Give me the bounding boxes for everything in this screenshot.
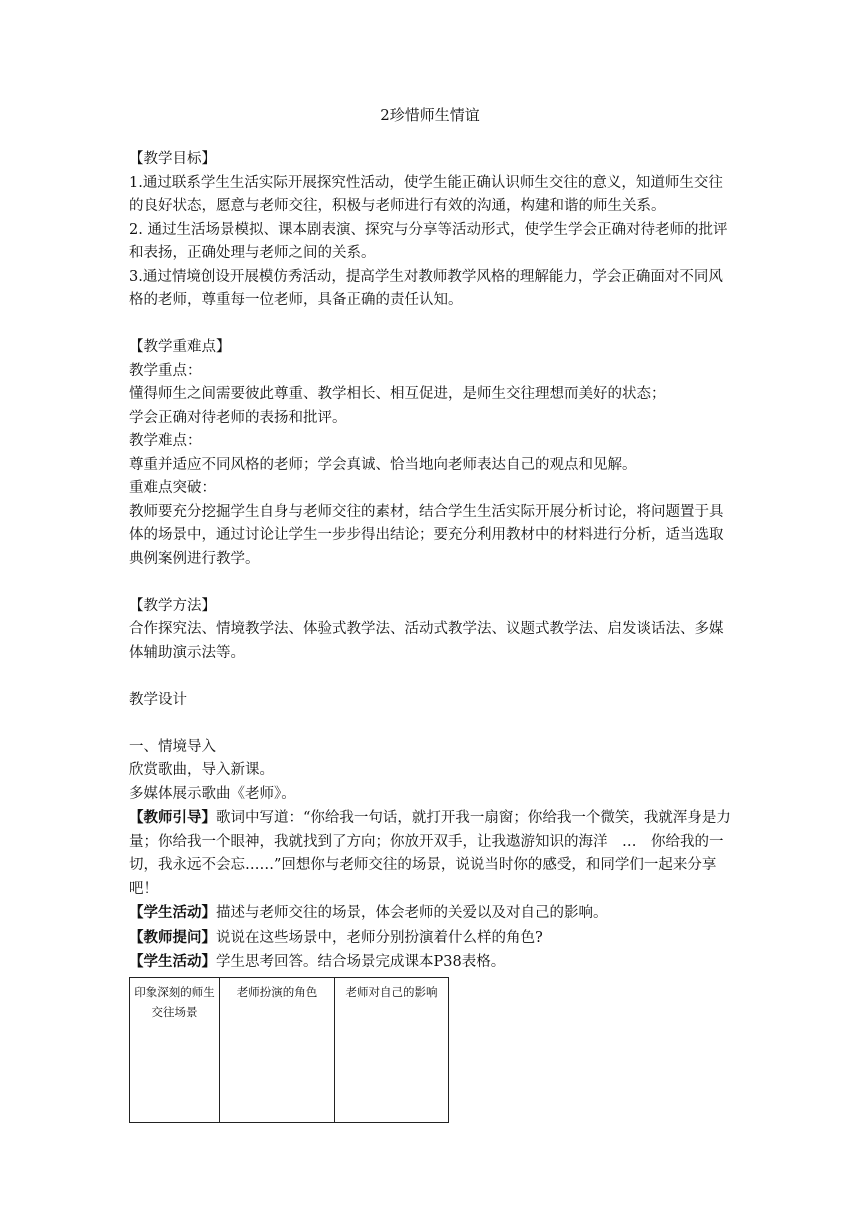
methods-heading: 【教学方法】: [129, 597, 216, 614]
difficulty-line: 尊重并适应不同风格的老师；学会真诚、恰当地向老师表达自己的观点和见解。: [129, 456, 637, 473]
design-line: 多媒体展示歌曲《老师》。: [129, 785, 296, 802]
focus-line: 学会正确对待老师的表扬和批评。: [129, 409, 347, 426]
table-cell: 印象深刻的师生交往场景: [130, 977, 220, 1122]
section-title: 一、情境导入: [129, 738, 216, 755]
document-title: 2珍惜师生情谊: [380, 106, 480, 124]
teacher-guide-paragraph: [129, 806, 731, 901]
student-activity-label: 【学生活动】: [129, 904, 216, 921]
student-activity-paragraph: [129, 901, 731, 926]
student-activity-label: 【学生活动】: [129, 953, 216, 970]
teacher-guide-label: 【教师引导】: [129, 809, 216, 826]
scene-table: [129, 977, 449, 1123]
breakthrough-text: 教师要充分挖掘学生自身与老师交往的素材，结合学生生活实际开展分析讨论，将问题置于具体的场景中，通过讨论让学生一步步得出结论；要充分利用教材中的材料进行分析，适当选取典例案例进行教学。: [129, 503, 724, 567]
methods-text: 合作探究法、情境教学法、体验式教学法、活动式教学法、议题式教学法、启发谈话法、多媒体辅助演示法等。: [129, 621, 724, 661]
design-line: 欣赏歌曲，导入新课。: [129, 762, 274, 778]
focus-label: 教学重点：: [129, 362, 202, 379]
breakthrough-label: 重难点突破：: [129, 480, 216, 496]
goal-item: 2. 通过生活场景模拟、课本剧表演、探究与分享等活动形式，使学生学会正确对待老师的批评和表扬，正确处理与老师之间的关系。: [129, 221, 728, 261]
table-cell: 老师扮演的角色: [220, 977, 335, 1122]
student-activity-paragraph: [129, 950, 731, 975]
student-activity-text: 描述与老师交往的场景，体会老师的关爱以及对自己的影响。: [216, 905, 608, 921]
table-row: [130, 977, 449, 1122]
key-points-heading: 【教学重难点】: [129, 339, 231, 355]
table-cell: 老师对自己的影响: [335, 977, 449, 1122]
design-heading: 教学设计: [129, 691, 187, 708]
document-body: [129, 148, 731, 1123]
goal-item: 3.通过情境创设开展模仿秀活动，提高学生对教师教学风格的理解能力，学会正确面对不同风格的老师，尊重每一位老师，具备正确的责任认知。: [129, 268, 723, 308]
teacher-question-label: 【教师提问】: [129, 928, 216, 946]
teacher-question-paragraph: [129, 926, 731, 951]
teacher-guide-text: 歌词中写道：“你给我一句话，就打开我一扇窗；你给我一个微笑，我就浑身是力量；你给我一个眼神，我就找到了方向；你放开双手，让我遨游知识的海洋 … 你给我的一切，我永远不会忘……”回想你与老师交往的场景，说说当时你的感受，和同学们一起来分享吧！: [129, 810, 731, 897]
student-activity-text: 学生思考回答。结合场景完成课本P38表格。: [216, 954, 506, 970]
teacher-question-text: 说说在这些场景中，老师分别扮演着什么样的角色?: [216, 929, 543, 946]
goals-heading: 【教学目标】: [129, 151, 216, 167]
focus-line: 懂得师生之间需要彼此尊重、教学相长、相互促进，是师生交往理想而美好的状态；: [129, 386, 666, 402]
goal-item: 1.通过联系学生生活实际开展探究性活动，使学生能正确认识师生交往的意义，知道师生交往的良好状态，愿意与老师交往，积极与老师进行有效的沟通，构建和谐的师生关系。: [129, 174, 723, 214]
difficulty-label: 教学难点：: [129, 433, 202, 449]
